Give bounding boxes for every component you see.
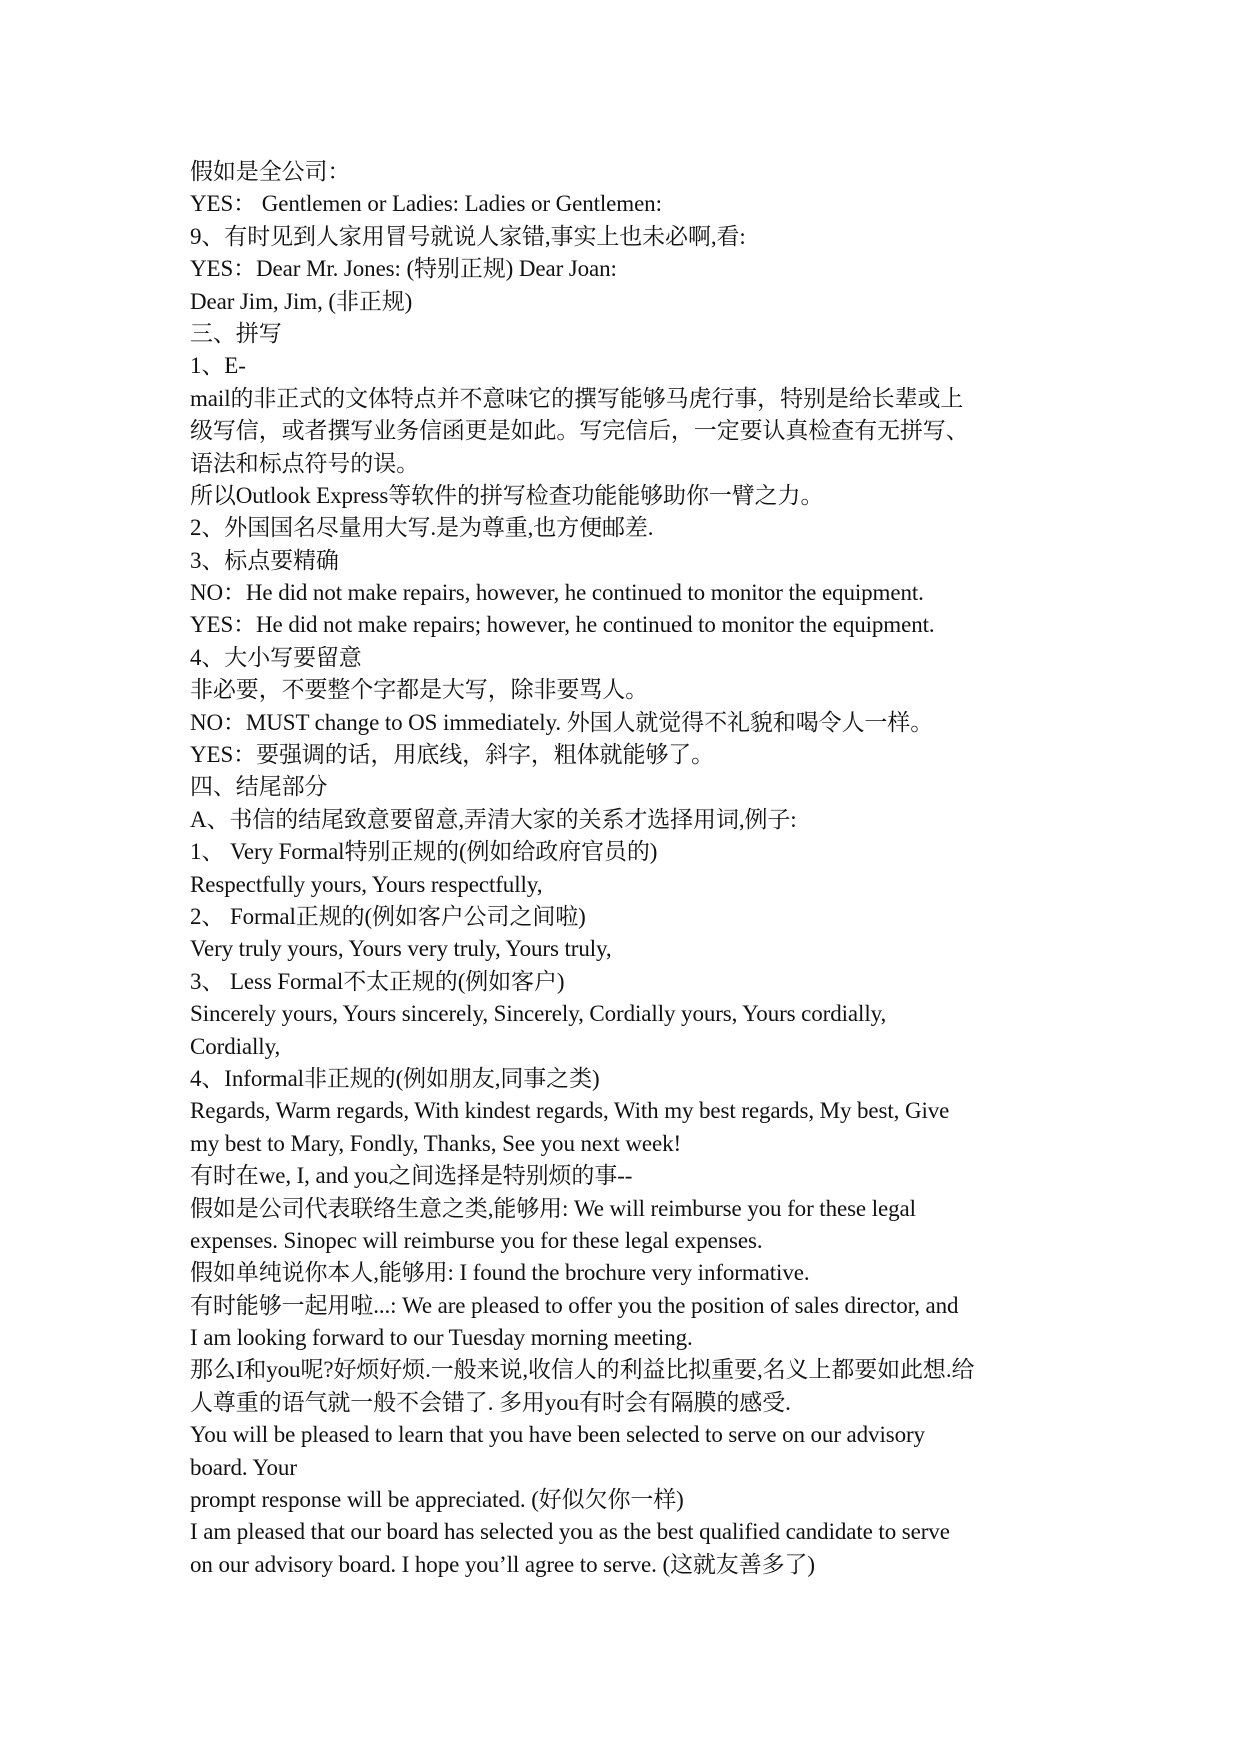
text-line: 2、 Formal正规的(例如客户公司之间啦) [190, 903, 586, 929]
text-line: 假如是全公司： [190, 159, 351, 184]
text-line: YES：要强调的话，用底线，斜字，粗体就能够了。 [190, 742, 715, 768]
text-line: YES： Gentlemen or Ladies: Ladies or Gentlemen: [190, 191, 662, 217]
text-line: 那么I和you呢?好烦好烦.一般来说,收信人的利益比拟重要,名义上都要如此想.给 [190, 1357, 975, 1383]
text-line: 所以Outlook Express等软件的拼写检查功能能够助你一臂之力。 [190, 482, 824, 508]
text-line: Dear Jim, Jim, (非正规) [190, 288, 413, 314]
text-line: expenses. Sinopec will reimburse you for these legal expenses. [190, 1227, 763, 1253]
text-line: board. Your [190, 1454, 297, 1480]
text-line: on our advisory board. I hope you’ll agree to serve. (这就友善多了) [190, 1551, 815, 1577]
text-line: 假如单纯说你本人,能够用: I found the brochure very informative. [190, 1260, 810, 1286]
text-line: Respectfully yours, Yours respectfully, [190, 871, 543, 897]
text-line: prompt response will be appreciated. (好似欠你一样) [190, 1487, 684, 1513]
text-line: 1、E- [190, 353, 246, 379]
text-line: 假如是公司代表联络生意之类,能够用: We will reimburse you for these legal [190, 1195, 916, 1221]
text-line: You will be pleased to learn that you have been selected to serve on our advisory [190, 1422, 925, 1448]
text-line: I am pleased that our board has selected you as the best qualified candidate to serve [190, 1519, 950, 1545]
text-line: Cordially, [190, 1033, 281, 1059]
text-line: 级写信，或者撰写业务信函更是如此。写完信后，一定要认真检查有无拼写、 [190, 418, 969, 444]
text-line: NO：MUST change to OS immediately. 外国人就觉得不礼貌和喝令人一样。 [190, 709, 934, 735]
text-line: 语法和标点符号的误。 [190, 450, 420, 476]
document-body [190, 156, 1060, 1581]
text-line: 1、 Very Formal特别正规的(例如给政府官员的) [190, 839, 658, 865]
section-heading: 四、结尾部分 [190, 774, 328, 800]
text-line: 9、有时见到人家用冒号就说人家错,事实上也未必啊,看: [190, 223, 746, 249]
text-line: mail的非正式的文体特点并不意味它的撰写能够马虎行事，特别是给长辈或上 [190, 385, 964, 411]
text-line: Very truly yours, Yours very truly, Yours truly, [190, 936, 612, 962]
text-line: 非必要，不要整个字都是大写，除非要骂人。 [190, 677, 649, 703]
text-line: my best to Mary, Fondly, Thanks, See you next week! [190, 1130, 682, 1156]
text-line: 4、Informal非正规的(例如朋友,同事之类) [190, 1065, 600, 1091]
text-line: 有时能够一起用啦...: We are pleased to offer you the position of sales director, and [190, 1292, 959, 1318]
text-line: 4、大小写要留意 [190, 644, 362, 670]
text-line: 2、外国国名尽量用大写.是为尊重,也方便邮差. [190, 515, 654, 541]
text-line: Sincerely yours, Yours sincerely, Sincerely, Cordially yours, Yours cordially, [190, 1001, 887, 1027]
text-line: 3、标点要精确 [190, 547, 339, 573]
text-line: YES：Dear Mr. Jones: (特别正规) Dear Joan: [190, 256, 617, 282]
text-line: YES：He did not make repairs; however, he continued to monitor the equipment. [190, 612, 935, 638]
text-line: A、书信的结尾致意要留意,弄清大家的关系才选择用词,例子: [190, 806, 797, 832]
text-line: NO：He did not make repairs, however, he continued to monitor the equipment. [190, 580, 924, 606]
text-line: 有时在we, I, and you之间选择是特别烦的事-- [190, 1163, 633, 1189]
text-line: Regards, Warm regards, With kindest regards, With my best regards, My best, Give [190, 1098, 950, 1124]
section-heading: 三、拼写 [190, 320, 282, 346]
text-line: 人尊重的语气就一般不会错了. 多用you有时会有隔膜的感受. [190, 1389, 791, 1415]
text-line: 3、 Less Formal不太正规的(例如客户) [190, 968, 565, 994]
text-line: I am looking forward to our Tuesday morning meeting. [190, 1325, 693, 1351]
